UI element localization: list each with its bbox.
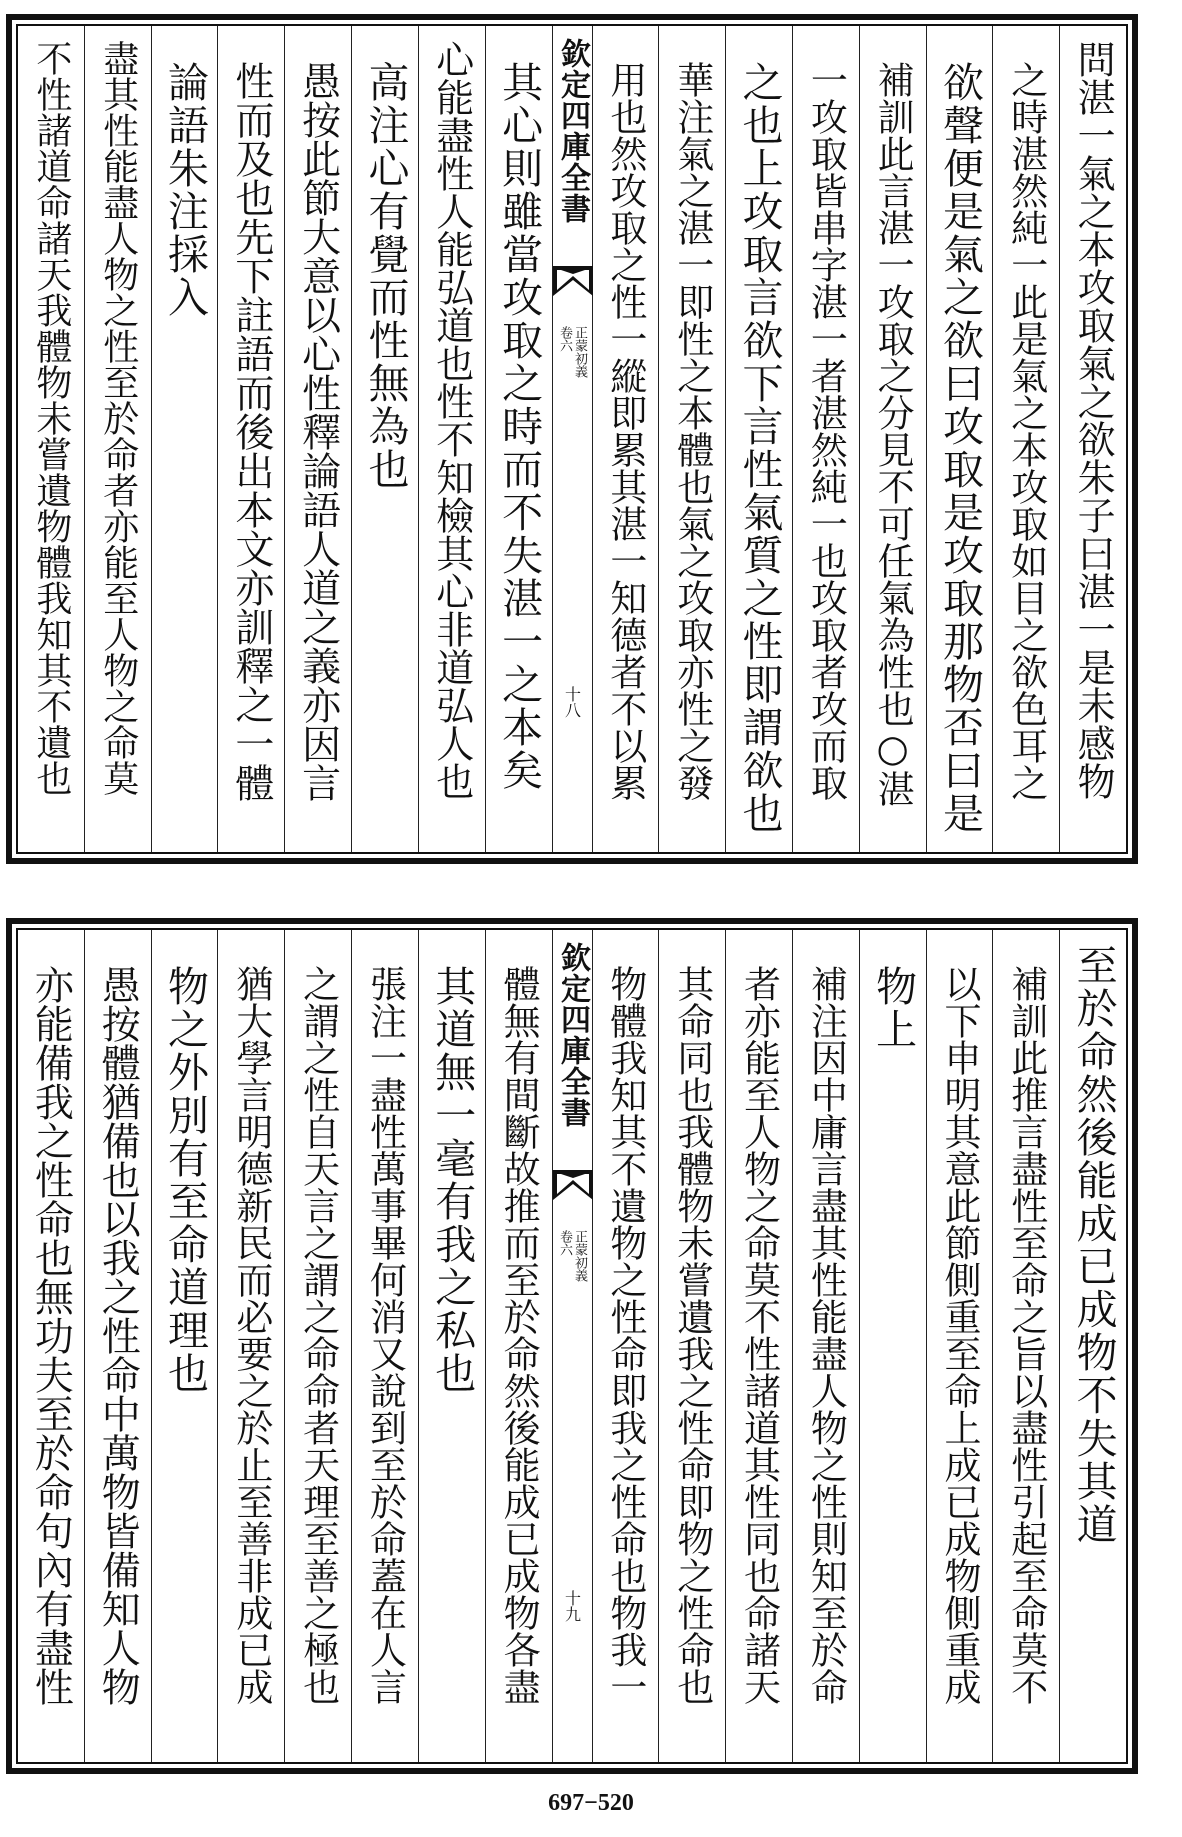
- text-column: [992, 930, 1059, 1762]
- column-text: 張注一盡性萬事畢何消又說到至於命蓋在人言: [363, 965, 407, 1705]
- text-column: [1059, 930, 1126, 1762]
- text-column: [217, 26, 284, 852]
- column-text: 補訓此言湛一攻取之分見不可任氣為性也○湛: [871, 61, 915, 807]
- column-text: 高注心有覺而性無為也: [361, 61, 410, 491]
- volume-label: 卷六: [557, 1230, 572, 1256]
- text-column: [725, 26, 792, 852]
- column-text: 一攻取皆串字湛一者湛然純一也攻取者攻而取: [804, 61, 848, 801]
- column-text: 華注氣之湛一即性之本體也氣之攻取亦性之發: [670, 61, 714, 801]
- book-title: 正蒙初義: [572, 1230, 587, 1282]
- column-text: 論語朱注採入: [161, 61, 210, 319]
- text-column: [351, 930, 418, 1762]
- column-text: 至於命然後能成已成物不失其道: [1069, 944, 1118, 1546]
- center-banner: [552, 26, 592, 852]
- top-page-columns: [16, 24, 1128, 854]
- text-column: [418, 930, 485, 1762]
- text-column: [926, 26, 993, 852]
- text-column: [592, 26, 659, 852]
- column-text: 問湛一氣之本攻取氣之欲朱子曰湛一是未感物: [1071, 40, 1116, 800]
- text-column: [992, 26, 1059, 852]
- column-text: 猶大學言明德新民而必要之於止至善非成已成: [229, 965, 273, 1705]
- text-column: [792, 930, 859, 1762]
- column-text: 其道無一毫有我之私也: [428, 965, 477, 1395]
- book-title: 正蒙初義: [572, 326, 587, 378]
- column-text: 不性諸道命諸天我體物未嘗遺物體我知其不遺也: [30, 40, 72, 796]
- text-column: [1059, 26, 1126, 852]
- text-column: [18, 26, 84, 852]
- text-column: [926, 930, 993, 1762]
- center-banner: [552, 930, 592, 1762]
- text-column: [859, 26, 926, 852]
- text-column: [217, 930, 284, 1762]
- fish-tail-mark-icon: [553, 1170, 593, 1200]
- column-text: 心能盡性人能弘道也性不知檢其心非道弘人也: [429, 40, 474, 800]
- column-text: 用也然攻取之性一縱即累其湛一知德者不以累: [603, 61, 647, 801]
- bottom-page: [6, 918, 1138, 1774]
- column-text: 之也上攻取言欲下言性氣質之性即謂欲也: [735, 61, 784, 835]
- text-column: [485, 930, 552, 1762]
- volume-label: 卷六: [557, 326, 572, 352]
- text-column: [284, 930, 351, 1762]
- banner-subtitle: [558, 1230, 586, 1282]
- text-column: [151, 930, 218, 1762]
- text-column: [725, 930, 792, 1762]
- column-text: 物之外別有至命道理也: [161, 965, 210, 1395]
- text-column: [351, 26, 418, 852]
- column-text: 之謂之性自天言之謂之命命者天理至善之極也: [296, 965, 340, 1705]
- text-column: [418, 26, 485, 852]
- text-column: [658, 930, 725, 1762]
- column-text: 欲聲便是氣之欲曰攻取是攻取那物否曰是: [935, 61, 984, 835]
- text-column: [84, 26, 151, 852]
- folio-number: 十八: [562, 686, 582, 718]
- text-column: [658, 26, 725, 852]
- column-text: 之時湛然純一此是氣之本攻取如目之欲色耳之: [1004, 61, 1048, 801]
- page-number: 697−520: [548, 1790, 634, 1816]
- column-text: 亦能備我之性命也無功夫至於命句內有盡性: [28, 965, 74, 1706]
- text-column: [284, 26, 351, 852]
- text-column: [592, 930, 659, 1762]
- text-column: [18, 930, 84, 1762]
- column-text: 其心則雖當攻取之時而不失湛一之本矣: [495, 61, 544, 792]
- text-column: [84, 930, 151, 1762]
- column-text: 愚按體猶備也以我之性命中萬物皆備知人物: [95, 965, 141, 1706]
- banner-title: 欽定四庫全書: [555, 942, 590, 1128]
- column-text: 體無有間斷故推而至於命然後能成已成物各盡: [497, 965, 541, 1705]
- text-column: [792, 26, 859, 852]
- column-text: 其命同也我體物未嘗遺我之性命即物之性命也: [670, 965, 714, 1705]
- bottom-page-columns: [16, 928, 1128, 1764]
- banner-subtitle: [558, 326, 586, 378]
- column-text: 性而及也先下註語而後出本文亦訓釋之一體: [228, 61, 274, 802]
- column-text: 盡其性能盡人物之性至於命者亦能至人物之命莫: [97, 40, 139, 796]
- column-text: 愚按此節大意以心性釋論語人道之義亦因言: [295, 61, 341, 802]
- banner-title: 欽定四庫全書: [555, 38, 590, 224]
- column-text: 以下申明其意此節側重至命上成已成物側重成: [937, 965, 981, 1705]
- text-column: [485, 26, 552, 852]
- fish-tail-mark-icon: [553, 266, 593, 296]
- column-text: 物上: [869, 965, 918, 1051]
- column-text: 者亦能至人物之命莫不性諸道其性同也命諸天: [737, 965, 781, 1705]
- folio-number: 十九: [562, 1590, 582, 1622]
- column-text: 物體我知其不遺物之性命即我之性命也物我一: [603, 965, 647, 1705]
- column-text: 補注因中庸言盡其性能盡人物之性則知至於命: [804, 965, 848, 1705]
- column-text: 補訓此推言盡性至命之旨以盡性引起至命莫不: [1004, 965, 1048, 1705]
- text-column: [151, 26, 218, 852]
- text-column: [859, 930, 926, 1762]
- top-page: [6, 14, 1138, 864]
